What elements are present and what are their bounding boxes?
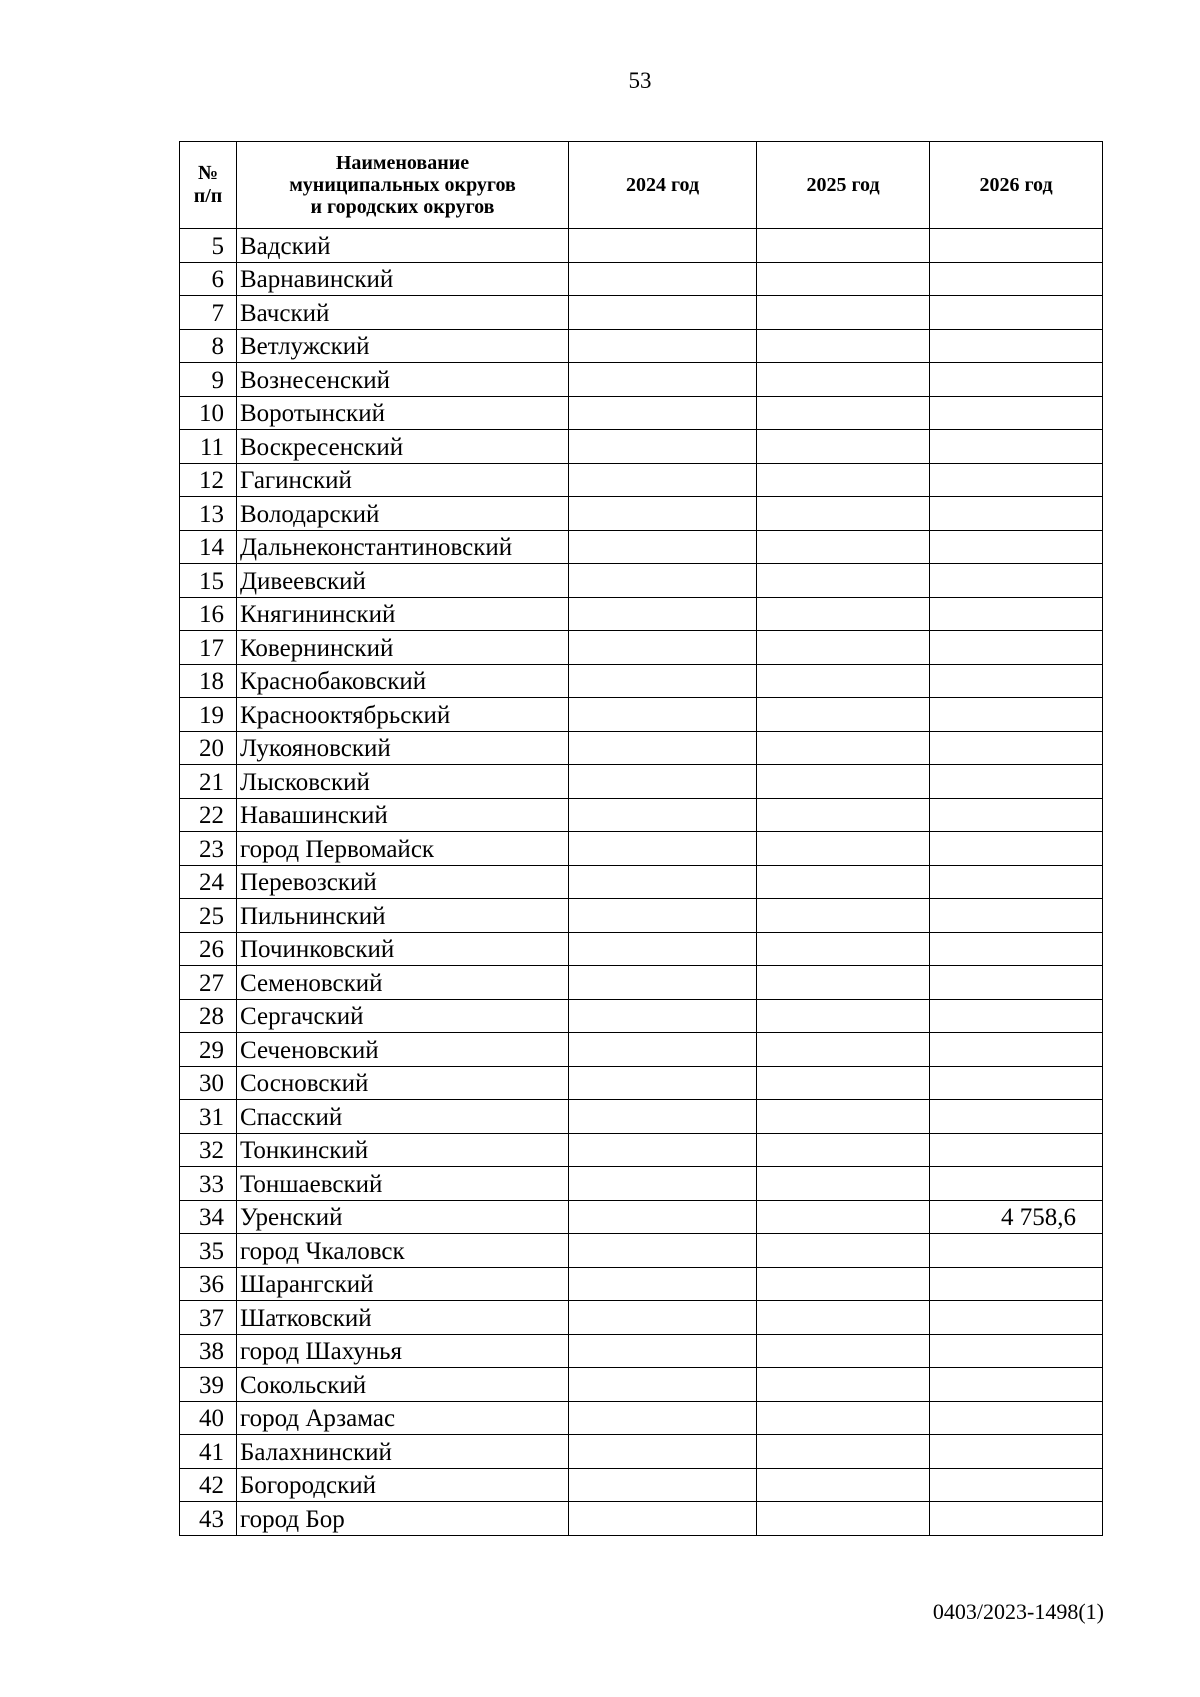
value-2024-cell — [569, 1468, 757, 1502]
value-2025-cell — [757, 564, 930, 598]
table-row — [180, 497, 1103, 531]
value-2024-cell — [569, 1167, 757, 1201]
table-row — [180, 932, 1103, 966]
value-2025-cell — [757, 1267, 930, 1301]
value-2025-cell — [757, 1301, 930, 1335]
page-number: 53 — [628, 68, 652, 93]
table-row — [180, 1401, 1103, 1435]
table-row — [180, 463, 1103, 497]
table-row — [180, 296, 1103, 330]
district-name-cell: Краснобаковский — [237, 664, 569, 698]
district-name-cell: город Шахунья — [237, 1334, 569, 1368]
row-number-cell: 6 — [180, 262, 237, 296]
district-name-cell: город Первомайск — [237, 832, 569, 866]
value-2026-cell — [930, 564, 1103, 598]
value-2025-cell — [757, 1167, 930, 1201]
district-name-cell: Пильнинский — [237, 899, 569, 933]
value-2024-cell — [569, 999, 757, 1033]
header-2024: 2024 год — [569, 142, 757, 229]
value-2026-cell — [930, 1468, 1103, 1502]
value-2024-cell — [569, 1435, 757, 1469]
value-2026-cell — [930, 597, 1103, 631]
value-2025-cell — [757, 262, 930, 296]
value-2026-cell — [930, 430, 1103, 464]
value-2024-cell — [569, 1033, 757, 1067]
value-2024-cell — [569, 966, 757, 1000]
value-2025-cell — [757, 899, 930, 933]
district-name-cell: Ковернинский — [237, 631, 569, 665]
district-name-cell: Воротынский — [237, 396, 569, 430]
district-name-cell: город Арзамас — [237, 1401, 569, 1435]
row-number-cell: 34 — [180, 1200, 237, 1234]
table-row — [180, 1468, 1103, 1502]
district-name-cell: Сосновский — [237, 1066, 569, 1100]
value-2026-cell — [930, 832, 1103, 866]
value-2026-cell — [930, 363, 1103, 397]
value-2026-cell: 4 758,6 — [930, 1200, 1103, 1234]
district-name-cell: город Бор — [237, 1502, 569, 1536]
district-name-cell: Вознесенский — [237, 363, 569, 397]
row-number-cell: 31 — [180, 1100, 237, 1134]
table-row — [180, 966, 1103, 1000]
value-2025-cell — [757, 664, 930, 698]
district-name-cell: Сергачский — [237, 999, 569, 1033]
district-name-cell: Варнавинский — [237, 262, 569, 296]
value-2025-cell — [757, 296, 930, 330]
district-name-cell: Княгининский — [237, 597, 569, 631]
row-number-cell: 29 — [180, 1033, 237, 1067]
table-row — [180, 229, 1103, 263]
row-number-cell: 22 — [180, 798, 237, 832]
district-name-cell: Тоншаевский — [237, 1167, 569, 1201]
header-name — [237, 142, 569, 229]
value-2025-cell — [757, 1234, 930, 1268]
value-2024-cell — [569, 798, 757, 832]
value-2025-cell — [757, 999, 930, 1033]
value-2026-cell — [930, 1133, 1103, 1167]
value-2024-cell — [569, 731, 757, 765]
row-number-cell: 20 — [180, 731, 237, 765]
value-2024-cell — [569, 932, 757, 966]
document-id: 0403/2023-1498(1) — [932, 1599, 1104, 1624]
row-number-cell: 13 — [180, 497, 237, 531]
table-row — [180, 530, 1103, 564]
value-2026-cell — [930, 731, 1103, 765]
value-2025-cell — [757, 1368, 930, 1402]
row-number-cell: 35 — [180, 1234, 237, 1268]
value-2025-cell — [757, 1334, 930, 1368]
district-name-cell: Дальнеконстантиновский — [237, 530, 569, 564]
value-2024-cell — [569, 262, 757, 296]
value-2025-cell — [757, 1401, 930, 1435]
value-2026-cell — [930, 966, 1103, 1000]
row-number-cell: 21 — [180, 765, 237, 799]
value-2024-cell — [569, 631, 757, 665]
row-number-cell: 14 — [180, 530, 237, 564]
value-2024-cell — [569, 597, 757, 631]
table-row — [180, 698, 1103, 732]
value-2024-cell — [569, 1133, 757, 1167]
row-number-cell: 28 — [180, 999, 237, 1033]
row-number-cell: 33 — [180, 1167, 237, 1201]
value-2024-cell — [569, 530, 757, 564]
row-number-cell: 10 — [180, 396, 237, 430]
row-number-cell: 30 — [180, 1066, 237, 1100]
table-row — [180, 1368, 1103, 1402]
value-2026-cell — [930, 329, 1103, 363]
value-2024-cell — [569, 765, 757, 799]
value-2024-cell — [569, 497, 757, 531]
value-2025-cell — [757, 1468, 930, 1502]
value-2026-cell — [930, 530, 1103, 564]
table-header-row — [180, 142, 1103, 229]
value-2025-cell — [757, 597, 930, 631]
table-row — [180, 798, 1103, 832]
value-2025-cell — [757, 698, 930, 732]
value-2025-cell — [757, 865, 930, 899]
table-row — [180, 430, 1103, 464]
row-number-cell: 15 — [180, 564, 237, 598]
row-number-cell: 37 — [180, 1301, 237, 1335]
district-name-cell: Лысковский — [237, 765, 569, 799]
table-row — [180, 1100, 1103, 1134]
value-2026-cell — [930, 765, 1103, 799]
value-2025-cell — [757, 396, 930, 430]
value-2024-cell — [569, 1267, 757, 1301]
row-number-cell: 8 — [180, 329, 237, 363]
value-2026-cell — [930, 296, 1103, 330]
district-name-cell: Тонкинский — [237, 1133, 569, 1167]
row-number-cell: 42 — [180, 1468, 237, 1502]
value-2026-cell — [930, 396, 1103, 430]
value-2026-cell — [930, 262, 1103, 296]
district-name-cell: Спасский — [237, 1100, 569, 1134]
value-2026-cell — [930, 664, 1103, 698]
value-2026-cell — [930, 1167, 1103, 1201]
value-2025-cell — [757, 798, 930, 832]
district-name-cell: Гагинский — [237, 463, 569, 497]
table-row — [180, 1334, 1103, 1368]
district-name-cell: Уренский — [237, 1200, 569, 1234]
value-2024-cell — [569, 1401, 757, 1435]
table-row — [180, 363, 1103, 397]
district-name-cell: Семеновский — [237, 966, 569, 1000]
table-row — [180, 1200, 1103, 1234]
value-2026-cell — [930, 1401, 1103, 1435]
district-name-cell: Вадский — [237, 229, 569, 263]
value-2024-cell — [569, 865, 757, 899]
value-2025-cell — [757, 463, 930, 497]
district-name-cell: Сеченовский — [237, 1033, 569, 1067]
value-2026-cell — [930, 999, 1103, 1033]
value-2025-cell — [757, 329, 930, 363]
value-2026-cell — [930, 463, 1103, 497]
value-2024-cell — [569, 564, 757, 598]
district-name-cell: Володарский — [237, 497, 569, 531]
district-name-cell: Перевозский — [237, 865, 569, 899]
value-2025-cell — [757, 430, 930, 464]
value-2024-cell — [569, 664, 757, 698]
table-row — [180, 1066, 1103, 1100]
district-name-cell: Краснооктябрьский — [237, 698, 569, 732]
row-number-cell: 40 — [180, 1401, 237, 1435]
row-number-cell: 7 — [180, 296, 237, 330]
value-2025-cell — [757, 1133, 930, 1167]
district-name-cell: Богородский — [237, 1468, 569, 1502]
value-2024-cell — [569, 698, 757, 732]
row-number-cell: 41 — [180, 1435, 237, 1469]
header-num: № п/п — [180, 142, 237, 229]
value-2024-cell — [569, 1234, 757, 1268]
district-name-cell: Починковский — [237, 932, 569, 966]
value-2024-cell — [569, 1502, 757, 1536]
value-2024-cell — [569, 899, 757, 933]
district-name-cell: Воскресенский — [237, 430, 569, 464]
value-2024-cell — [569, 229, 757, 263]
value-2026-cell — [930, 1234, 1103, 1268]
row-number-cell: 32 — [180, 1133, 237, 1167]
value-2026-cell — [930, 1267, 1103, 1301]
header-name-line3: и городских округов — [310, 196, 495, 218]
district-name-cell: Шатковский — [237, 1301, 569, 1335]
table-row — [180, 731, 1103, 765]
value-2025-cell — [757, 932, 930, 966]
row-number-cell: 9 — [180, 363, 237, 397]
value-2024-cell — [569, 1334, 757, 1368]
value-2025-cell — [757, 1100, 930, 1134]
value-2026-cell — [930, 1301, 1103, 1335]
header-2025: 2025 год — [757, 142, 930, 229]
value-2026-cell — [930, 1502, 1103, 1536]
table-row — [180, 1234, 1103, 1268]
value-2026-cell — [930, 798, 1103, 832]
table-row — [180, 1167, 1103, 1201]
district-name-cell: Навашинский — [237, 798, 569, 832]
value-2025-cell — [757, 1435, 930, 1469]
header-2026: 2026 год — [930, 142, 1103, 229]
value-2026-cell — [930, 1334, 1103, 1368]
value-2024-cell — [569, 1066, 757, 1100]
value-2024-cell — [569, 463, 757, 497]
district-name-cell: Шарангский — [237, 1267, 569, 1301]
district-name-cell: Сокольский — [237, 1368, 569, 1402]
row-number-cell: 43 — [180, 1502, 237, 1536]
district-name-cell: Лукояновский — [237, 731, 569, 765]
value-2025-cell — [757, 497, 930, 531]
value-2025-cell — [757, 731, 930, 765]
value-2026-cell — [930, 1435, 1103, 1469]
value-2026-cell — [930, 899, 1103, 933]
row-number-cell: 25 — [180, 899, 237, 933]
value-2026-cell — [930, 1066, 1103, 1100]
district-name-cell: Ветлужский — [237, 329, 569, 363]
table-row — [180, 664, 1103, 698]
row-number-cell: 12 — [180, 463, 237, 497]
value-2025-cell — [757, 631, 930, 665]
value-2026-cell — [930, 1100, 1103, 1134]
row-number-cell: 17 — [180, 631, 237, 665]
district-name-cell: Дивеевский — [237, 564, 569, 598]
value-2024-cell — [569, 430, 757, 464]
value-2024-cell — [569, 832, 757, 866]
header-name-line2: муниципальных округов — [289, 174, 516, 196]
row-number-cell: 24 — [180, 865, 237, 899]
value-2025-cell — [757, 1200, 930, 1234]
row-number-cell: 27 — [180, 966, 237, 1000]
table-row — [180, 1267, 1103, 1301]
value-2025-cell — [757, 530, 930, 564]
districts-table — [179, 141, 1103, 1536]
value-2025-cell — [757, 832, 930, 866]
value-2026-cell — [930, 1033, 1103, 1067]
value-2025-cell — [757, 966, 930, 1000]
district-name-cell: город Чкаловск — [237, 1234, 569, 1268]
value-2024-cell — [569, 296, 757, 330]
table-row — [180, 597, 1103, 631]
value-2025-cell — [757, 363, 930, 397]
table-row — [180, 262, 1103, 296]
header-name-line1: Наименование — [335, 152, 470, 174]
table-row — [180, 1301, 1103, 1335]
table-row — [180, 396, 1103, 430]
row-number-cell: 39 — [180, 1368, 237, 1402]
value-2025-cell — [757, 1502, 930, 1536]
value-2025-cell — [757, 229, 930, 263]
row-number-cell: 16 — [180, 597, 237, 631]
table-row — [180, 765, 1103, 799]
value-2024-cell — [569, 363, 757, 397]
table-row — [180, 1133, 1103, 1167]
table-row — [180, 329, 1103, 363]
table-row — [180, 865, 1103, 899]
value-2026-cell — [930, 497, 1103, 531]
district-name-cell: Балахнинский — [237, 1435, 569, 1469]
table-row — [180, 899, 1103, 933]
value-2026-cell — [930, 698, 1103, 732]
row-number-cell: 11 — [180, 430, 237, 464]
table-row — [180, 832, 1103, 866]
table-row — [180, 564, 1103, 598]
value-2026-cell — [930, 229, 1103, 263]
value-2026-cell — [930, 932, 1103, 966]
table-row — [180, 1502, 1103, 1536]
value-2026-cell — [930, 631, 1103, 665]
table-body — [180, 229, 1103, 1536]
value-2025-cell — [757, 1066, 930, 1100]
row-number-cell: 19 — [180, 698, 237, 732]
row-number-cell: 26 — [180, 932, 237, 966]
value-2024-cell — [569, 1368, 757, 1402]
value-2026-cell — [930, 865, 1103, 899]
value-2024-cell — [569, 1100, 757, 1134]
value-2025-cell — [757, 1033, 930, 1067]
row-number-cell: 36 — [180, 1267, 237, 1301]
row-number-cell: 38 — [180, 1334, 237, 1368]
value-2024-cell — [569, 329, 757, 363]
value-2024-cell — [569, 1200, 757, 1234]
value-2025-cell — [757, 765, 930, 799]
row-number-cell: 23 — [180, 832, 237, 866]
district-name-cell: Вачский — [237, 296, 569, 330]
table-row — [180, 1033, 1103, 1067]
value-2024-cell — [569, 1301, 757, 1335]
value-2024-cell — [569, 396, 757, 430]
table-row — [180, 1435, 1103, 1469]
table-row — [180, 999, 1103, 1033]
value-2026-cell — [930, 1368, 1103, 1402]
row-number-cell: 5 — [180, 229, 237, 263]
table-row — [180, 631, 1103, 665]
row-number-cell: 18 — [180, 664, 237, 698]
